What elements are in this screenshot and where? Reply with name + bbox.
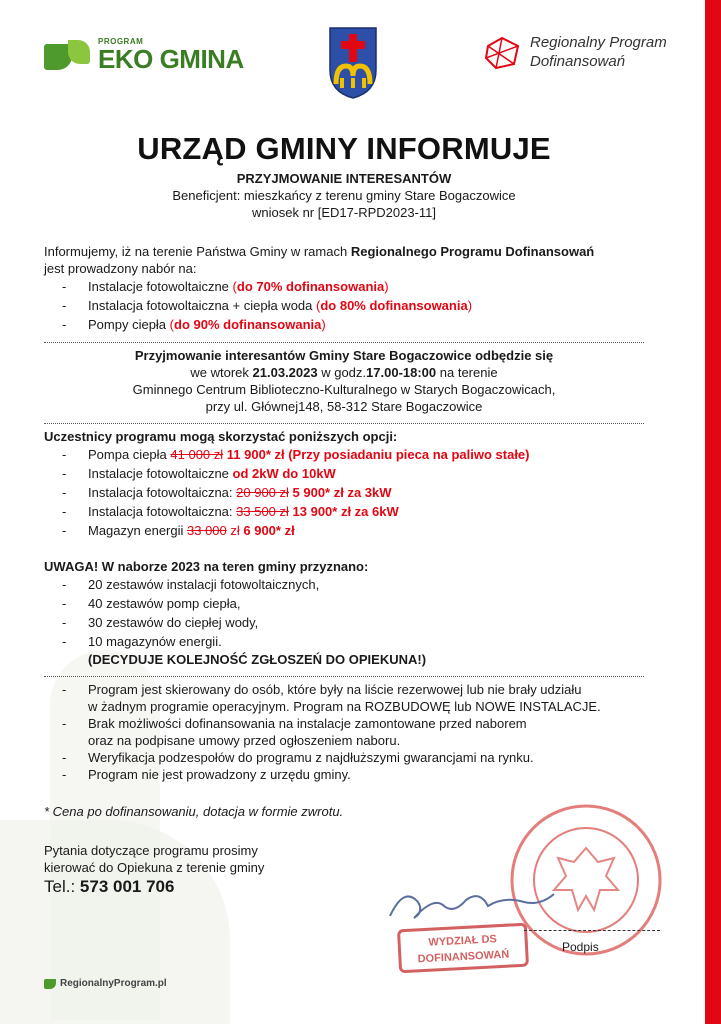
phone-number[interactable]: 573 001 706 <box>79 877 175 896</box>
list-item: - Brak możliwości dofinansowania na instalacje zamontowane przed naborem oraz na podpisane umowy przed ogłoszeniem naboru. <box>44 715 644 749</box>
list-item: - 40 zestawów pomp ciepła, <box>44 594 644 613</box>
meeting-hours: 17.00-18:00 <box>366 365 437 380</box>
rpd-logo <box>484 34 667 72</box>
list-item: - Instalacje fotowoltaiczne od 2kW do 10kW <box>44 464 644 483</box>
warning-note: (DECYDUJE KOLEJNOŚĆ ZGŁOSZEŃ DO OPIEKUNA!) <box>88 652 427 667</box>
meeting-info: Przyjmowanie interesantów Gminy Stare Bogaczowice odbędzie się we wtorek 21.03.2023 w godz.17.00-18:00 na terenie Gminnego Centrum Biblioteczno-Kulturalnego w Starych Bogaczowicach, przy ul. Głównej148, 58-312 Stare Bogaczowice <box>44 347 644 415</box>
footnote: * Cena po dofinansowaniu, dotacja w formie zwrotu. <box>44 804 344 819</box>
rpd-logo-line2: Dofinansowań <box>530 52 626 70</box>
eko-gmina-logo <box>44 38 244 72</box>
list-item: - Pompy ciepła (do 90% dofinansowania) <box>44 315 644 334</box>
dotted-divider <box>44 342 644 343</box>
eko-logo-small: PROGRAM <box>98 37 144 46</box>
dotted-divider <box>44 676 644 677</box>
rules-list <box>44 681 644 783</box>
list-item: - Instalacja fotowoltaiczna + ciepła woda (do 80% dofinansowania) <box>44 296 644 315</box>
list-item: - 30 zestawów do ciepłej wody, <box>44 613 644 632</box>
eko-leaf-icon <box>44 40 92 70</box>
options-heading: Uczestnicy programu mogą skorzystać poniższych opcji: <box>44 429 398 444</box>
header <box>0 0 705 110</box>
contact-block: Pytania dotyczące programu prosimy kierować do Opiekuna z terenie gminy Tel.: 573 001 706 <box>44 843 265 896</box>
leaf-icon <box>44 979 56 989</box>
list-item: - Weryfikacja podzespołów do programu z najdłuższymi gwarancjami na rynku. <box>44 749 644 766</box>
rpd-mark-icon <box>484 36 522 70</box>
meeting-headline: Przyjmowanie interesantów Gminy Stare Bogaczowice odbędzie się <box>134 348 554 363</box>
offer-list <box>44 277 644 334</box>
list-item: - 10 magazynów energii. <box>44 632 644 651</box>
signature-line <box>524 930 660 931</box>
program-name: Regionalnego Programu Dofinansowań <box>350 244 595 259</box>
list-item: - Pompa ciepła 41 000 zł 11 900* zł (Przy posiadaniu pieca na paliwo stałe) <box>44 445 644 464</box>
department-stamp: WYDZIAŁ DS DOFINANSOWAŃ <box>397 923 529 974</box>
warning-heading: UWAGA! W naborze 2023 na teren gminy przyznano: <box>44 559 369 574</box>
list-item: - Instalacja fotowoltaiczna: 33 500 zł 13 900* zł za 6kW <box>44 502 644 521</box>
list-item: - Instalacja fotowoltaiczna: 20 900 zł 5 900* zł za 3kW <box>44 483 644 502</box>
intro-paragraph: Informujemy, iż na terenie Państwa Gminy w ramach Regionalnego Programu Dofinansowań jest prowadzony nabór na: <box>44 244 595 276</box>
document-body <box>44 130 644 898</box>
list-item: - Program jest skierowany do osób, które były na liście rezerwowej lub nie brały udziału w żadnym programie operacyjnym. Program na ROZBUDOWĘ lub NOWE INSTALACJE. <box>44 681 644 715</box>
meeting-place: Gminnego Centrum Biblioteczno-Kulturalnego w Starych Bogaczowicach, <box>132 382 556 397</box>
footer-site-link[interactable]: RegionalnyProgram.pl <box>60 978 167 989</box>
beneficiary-line: Beneficjent: mieszkańcy z terenu gminy Stare Bogaczowice <box>172 188 516 203</box>
rpd-logo-line1: Regionalny Program <box>530 34 667 51</box>
list-item: - Magazyn energii 33 000 zł 6 900* zł <box>44 521 644 540</box>
subtitle: PRZYJMOWANIE INTERESANTÓW <box>236 171 452 186</box>
list-item: - Program nie jest prowadzony z urzędu gminy. <box>44 766 644 783</box>
options-list <box>44 445 644 540</box>
list-item: - Instalacje fotowoltaiczne (do 70% dofinansowania) <box>44 277 644 296</box>
list-item: - 20 zestawów instalacji fotowoltaicznych, <box>44 575 644 594</box>
application-number: wniosek nr [ED17-RPD2023-11] <box>251 205 436 220</box>
footer-logo[interactable] <box>44 978 167 989</box>
signature-icon <box>384 876 564 926</box>
eko-logo-text: EKO GMINA <box>98 44 244 74</box>
dotted-divider <box>44 423 644 424</box>
coat-of-arms-icon <box>328 26 378 100</box>
red-edge-bar <box>705 0 721 1024</box>
page-title: URZĄD GMINY INFORMUJE <box>137 131 551 166</box>
warning-list <box>44 575 644 651</box>
meeting-date: 21.03.2023 <box>252 365 318 380</box>
meeting-address: przy ul. Głównej148, 58-312 Stare Bogaczowice <box>205 399 483 414</box>
signature-label: Podpis <box>562 940 599 954</box>
